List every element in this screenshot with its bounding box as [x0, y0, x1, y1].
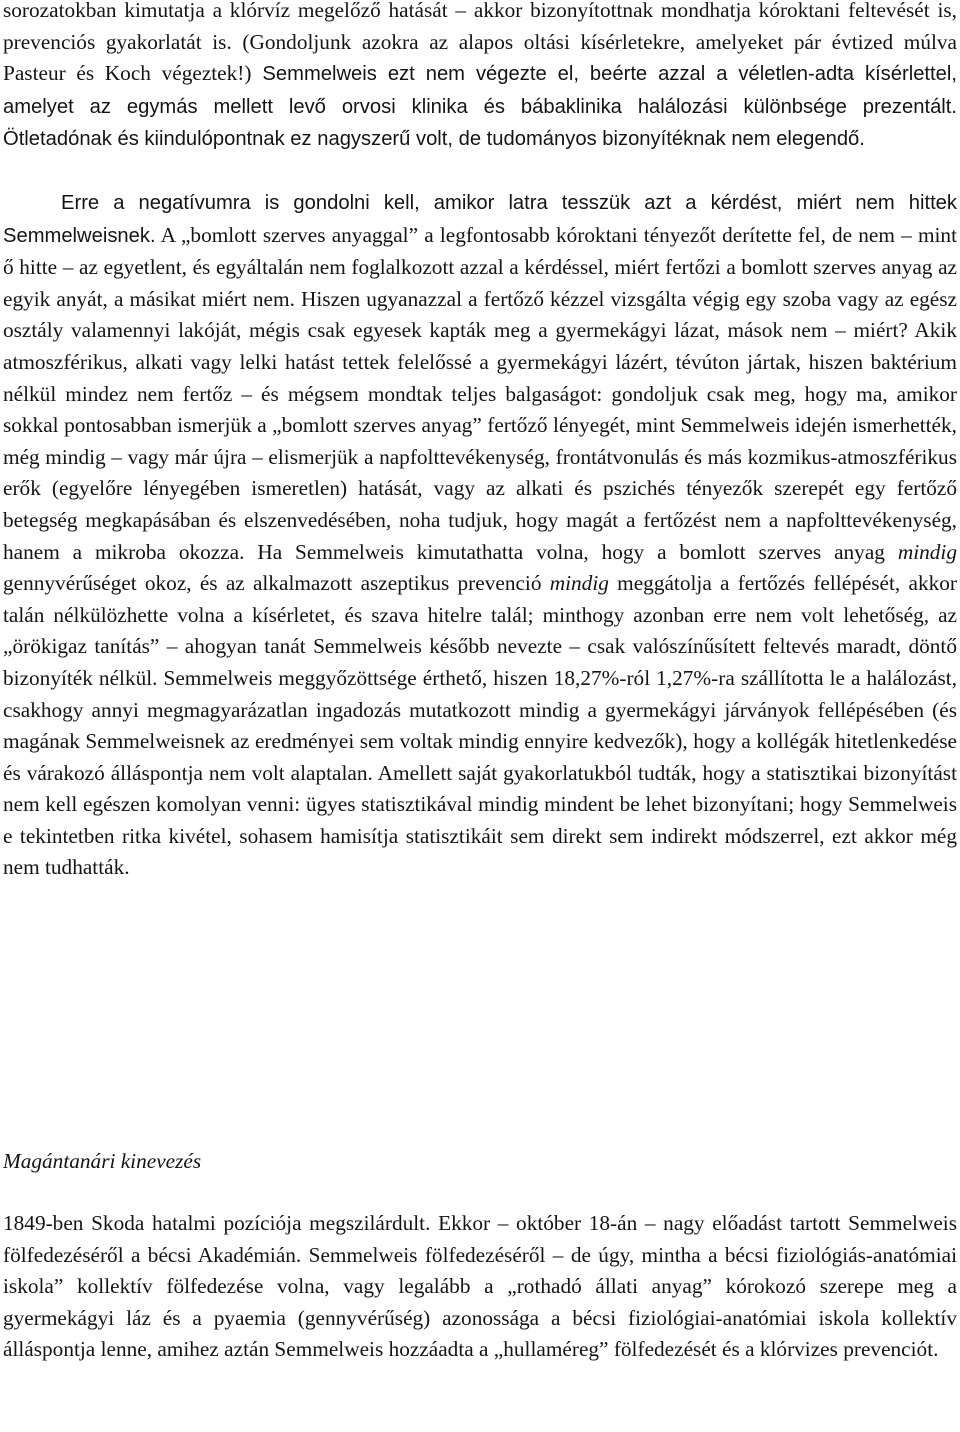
paragraph-1-text-b: Semmelweis ezt nem végezte el, beérte azzal a véletlen-adta kísérlettel, amelyet az egymás mellett levő orvosi klinika és bábaklinika halálozási különbsége prezentált. Ötletadónak és kiindulópontnak ez nagyszerű volt, de tudományos bizonyítéknak nem elegendő.: [3, 63, 957, 151]
paragraph-1-text-a: sorozatokban kimutatja a klórvíz megelőző hatását – akkor bizonyítottnak mondhatja kóroktani feltevését is, prevenciós gyakorlatát is. (Gondoljunk azokra az alapos oltási kísérletekre, amelyeket pár évtized múlva Pasteur és Koch végeztek!): [3, 0, 957, 86]
paragraph-2-text-d: meggátolja a fertőzés fellépését, akkor talán nélkülözhette volna a kísérletet, és szava hitelre talál; minthogy azonban erre nem volt lehetőség, az „örökigaz tanítás” – ahogyan tanát Semmelweis később nevezte – csak valószínűsített feltevés maradt, döntő bizonyíték nélkül. Semmelweis meggyőzöttsége érthető, hiszen 18,27%-ról 1,27%-ra szállította le a halálozást, csakhogy annyi megmagyarázatlan ingadozás mutatkozott mindig a gyermekágyi járványok fellépésében (és magának Semmelweisnek az eredményei sem voltak mindig ennyire kedvezők), hogy a kollégák hitetlenkedése és várakozó álláspontja nem volt alaptalan. Amellett saját gyakorlatukból tudták, hogy a statisztikai bizonyítást nem kell egészen komolyan venni: ügyes statisztikával mindig mindent be lehet bizonyítani; hogy Semmelweis e tekintetben ritka kivétel, sohasem hamisítja statisztikáit sem direkt sem indirekt módszerrel, ezt akkor még nem tudhatták.: [3, 571, 957, 880]
paragraph-2-text-b: A „bomlott szerves anyaggal” a legfontosabb kóroktani tényezőt derítette fel, de nem – mint ő hitte – az egyetlent, és egyáltalán nem foglalkozott azzal a kérdéssel, miért fertőzi a bomlott szerves anyag az egyik anyát, a másikat miért nem. Hiszen ugyanazzal a fertőző kézzel vizsgálta végig egy szoba vagy az egész osztály valamennyi lakóját, mégis csak egyesek kapták meg a gyermekágyi lázat, mások nem – miért? Akik atmoszférikus, alkati vagy lelki hatást tettek felelőssé a gyermekágyi lázért, tévúton jártak, hiszen baktérium nélkül mindez nem fertőz – és mégsem mondtak teljes balgaságot: gondoljuk csak meg, hogy ma, amikor sokkal pontosabban ismerjük a „bomlott szerves anyag” fertőző lényegét, mint Semmelweis idején ismerhették, még mindig – vagy már újra – elismerjük a napfolttevékenység, frontátvonulás és más kozmikus-atmoszférikus erők (egyelőre lényegében ismeretlen) hatását, vagy az alkati és pszichés tényezők szerepét egy fertőző betegség megkapásában és elszenvedésében, noha tudjuk, hogy magát a fertőzést nem a napfolttevékenység, hanem a mikroba okozza. Ha Semmelweis kimutathatta volna, hogy a bomlott szerves anyag: [3, 222, 957, 564]
paragraph-2-text-c: gennyvérűséget okoz, és az alkalmazott aszeptikus prevenció: [3, 571, 550, 596]
body-paragraph-2: [3, 187, 957, 884]
paragraph-2-emphasis-1: mindig: [897, 539, 957, 564]
body-paragraph-3: 1849-ben Skoda hatalmi pozíciója megszilárdult. Ekkor – október 18-án – nagy előadást tartott Semmelweis fölfedezéséről a bécsi Akadémián. Semmelweis fölfedezéséről – de úgy, mintha a bécsi fiziológiás-anatómiai iskola” kollektív fölfedezése volna, vagy legalább a „rothadó állati anyag” kórokozó szerepe meg a gyermekágyi láz és a pyaemia (gennyvérűség) azonossága a bécsi fiziológiai-anatómiai iskola kollektív álláspontja lenne, amihez aztán Semmelweis hozzáadta a „hullaméreg” fölfedezését és a klórvizes prevenciót.: [3, 1211, 957, 1362]
section-heading: Magántanári kinevezés: [3, 1149, 202, 1173]
body-paragraph-1: [3, 0, 957, 156]
paragraph-2-emphasis-2: mindig: [549, 571, 609, 596]
paragraph-2-text-a: Erre a negatívumra is gondolni kell, amikor latra tesszük azt a kérdést, miért nem hittek Semmelweisnek.: [3, 192, 957, 247]
